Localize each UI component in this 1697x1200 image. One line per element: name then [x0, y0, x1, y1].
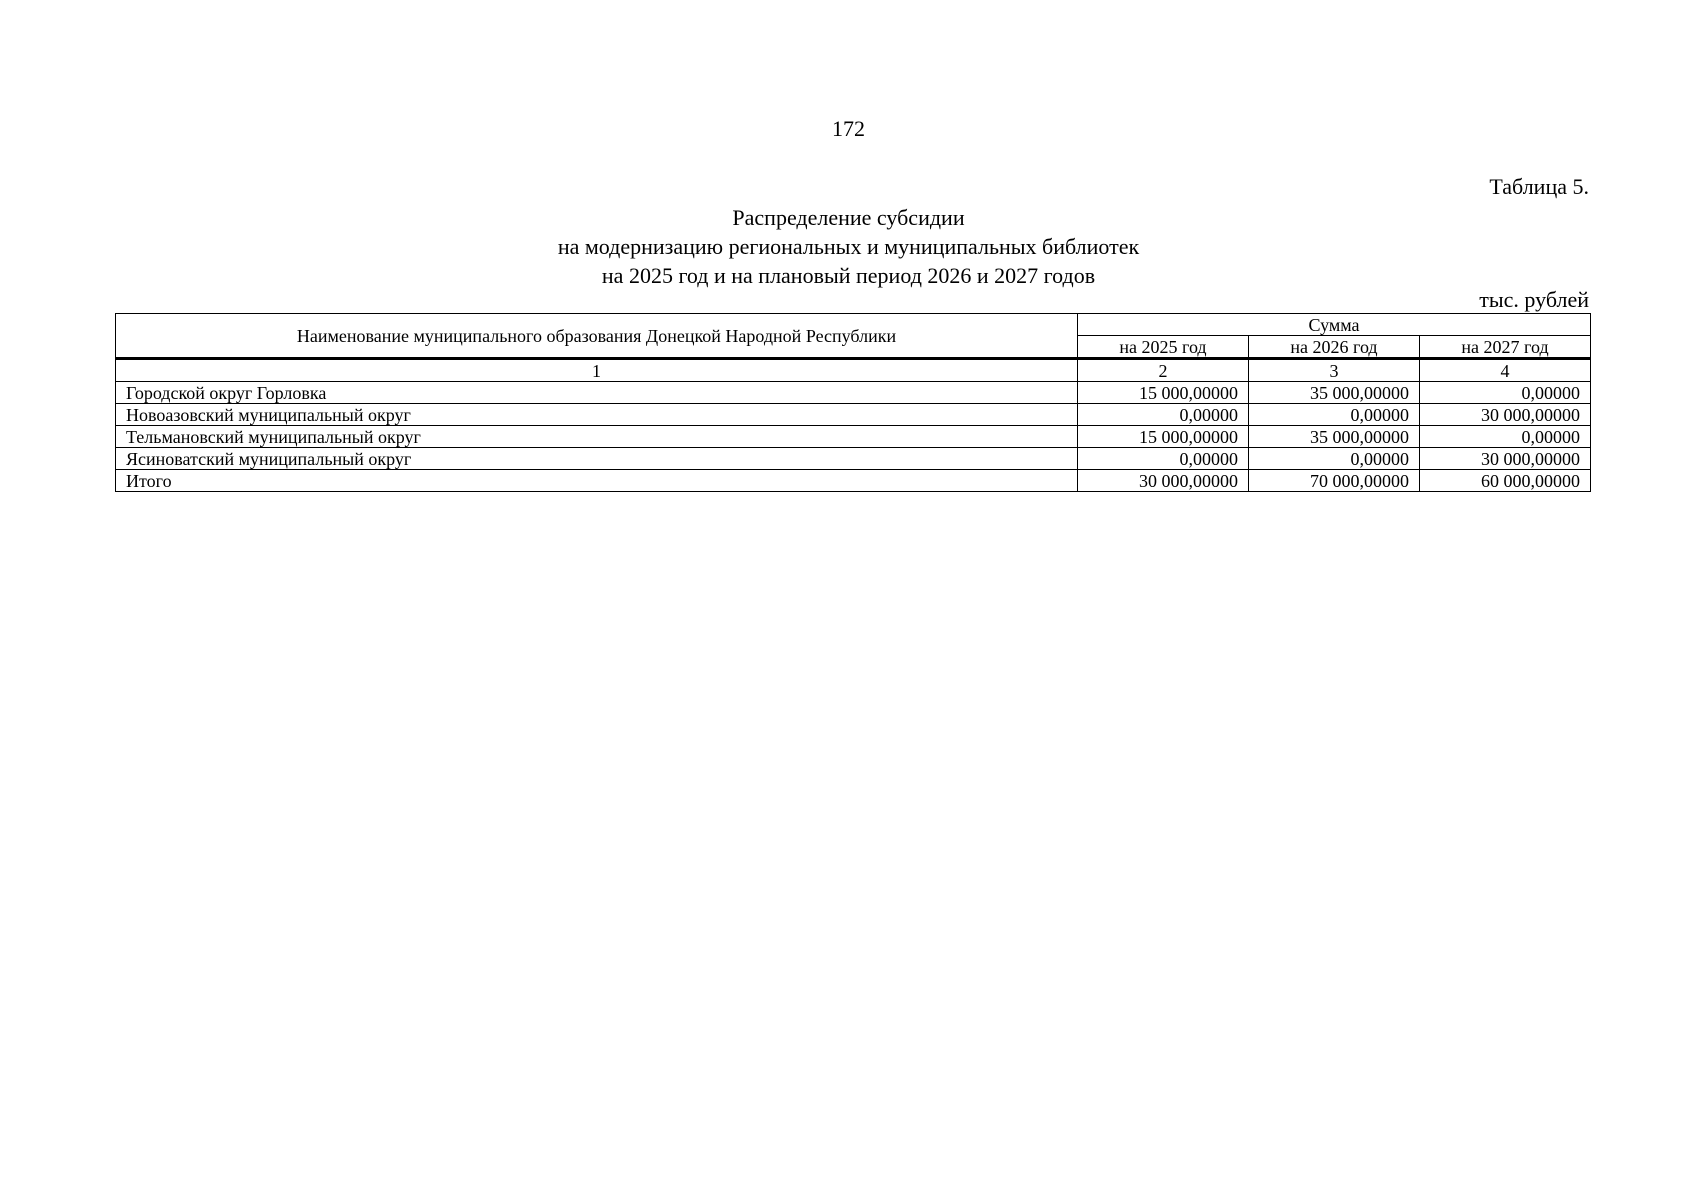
header-sum-group: Сумма	[1078, 314, 1591, 336]
title-line-1: Распределение субсидии	[732, 205, 965, 230]
subsidy-table	[115, 313, 1591, 492]
total-value-cell: 30 000,00000	[1078, 470, 1249, 492]
value-cell: 0,00000	[1420, 426, 1591, 448]
table-row	[116, 426, 1591, 448]
title-line-2: на модернизацию региональных и муниципальных библиотек	[557, 234, 1140, 259]
header-row-1	[116, 314, 1591, 336]
value-cell: 30 000,00000	[1420, 404, 1591, 426]
value-cell: 0,00000	[1249, 404, 1420, 426]
total-value-cell: 60 000,00000	[1420, 470, 1591, 492]
document-title	[0, 203, 1697, 290]
units-label: тыс. рублей	[1479, 287, 1589, 312]
table-row	[116, 382, 1591, 404]
table-label: Таблица 5.	[1489, 174, 1589, 199]
value-cell: 15 000,00000	[1078, 426, 1249, 448]
table-row	[116, 404, 1591, 426]
value-cell: 35 000,00000	[1249, 382, 1420, 404]
value-cell: 0,00000	[1078, 448, 1249, 470]
column-index: 1	[116, 359, 1078, 382]
title-line-3: на 2025 год и на плановый период 2026 и 2027 годов	[601, 263, 1096, 288]
value-cell: 0,00000	[1249, 448, 1420, 470]
column-index-row	[116, 359, 1591, 382]
municipality-name: Городской округ Горловка	[116, 382, 1078, 404]
header-year-2026: на 2026 год	[1249, 336, 1420, 359]
column-index: 3	[1249, 359, 1420, 382]
value-cell: 35 000,00000	[1249, 426, 1420, 448]
municipality-name: Ясиноватский муниципальный округ	[116, 448, 1078, 470]
value-cell: 30 000,00000	[1420, 448, 1591, 470]
column-index: 2	[1078, 359, 1249, 382]
header-name-column: Наименование муниципального образования Донецкой Народной Республики	[116, 314, 1078, 359]
total-row	[116, 470, 1591, 492]
header-year-2025: на 2025 год	[1078, 336, 1249, 359]
total-value-cell: 70 000,00000	[1249, 470, 1420, 492]
header-year-2027: на 2027 год	[1420, 336, 1591, 359]
value-cell: 0,00000	[1078, 404, 1249, 426]
municipality-name: Тельмановский муниципальный округ	[116, 426, 1078, 448]
total-label: Итого	[116, 470, 1078, 492]
value-cell: 0,00000	[1420, 382, 1591, 404]
page-number: 172	[832, 116, 865, 141]
table-row	[116, 448, 1591, 470]
value-cell: 15 000,00000	[1078, 382, 1249, 404]
column-index: 4	[1420, 359, 1591, 382]
municipality-name: Новоазовский муниципальный округ	[116, 404, 1078, 426]
